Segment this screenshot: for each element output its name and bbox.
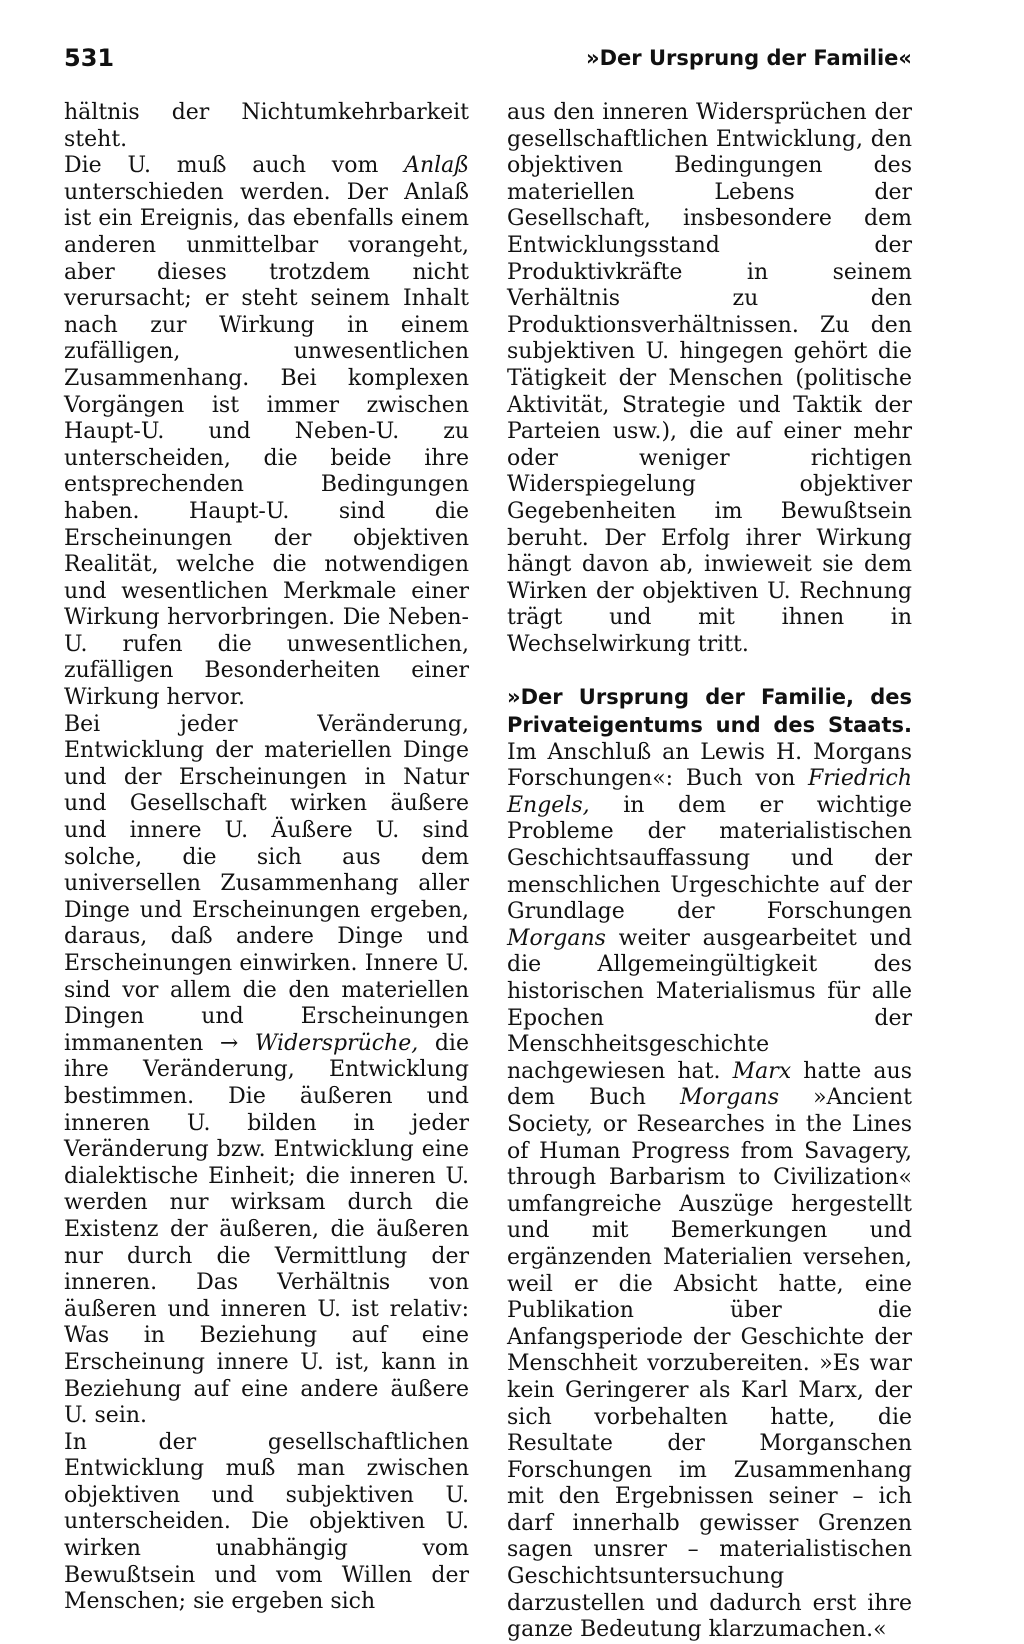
text-run: Die U. muß auch vom [64,153,405,179]
cross-reference-widersprueche[interactable]: Widersprüche, [254,1030,419,1056]
page-number: 531 [64,44,115,72]
entry-ursprung-der-familie [507,684,912,1643]
running-head: »Der Ursprung der Familie« [586,46,912,70]
italic-term-anlass: Anlaß [404,153,469,179]
text-run: Im Anschluß an Lewis H. Morgans Forschungen«: Buch von [507,739,912,792]
paragraph-anlass [64,153,469,711]
paragraph-continued: aus den inneren Widersprüchen der gesellschaftlichen Entwicklung, den objektiven Bedingungen des materiellen Lebens der Gesellschaft, insbesondere dem Entwicklungsstand der Produktivkräfte in seinem Verhältnis zu den Produktionsverhältnissen. Zu den subjektiven U. hingegen gehört die Tätigkeit der Menschen (politische Aktivität, Strategie und Taktik der Parteien usw.), die auf einer mehr oder weniger richtigen Widerspiegelung objektiver Gegebenheiten im Bewußtsein beruht. Der Erfolg ihrer Wirkung hängt davon ab, inwieweit sie dem Wirken der objektiven U. Rechnung trägt und mit ihnen in Wechselwirkung tritt. [507,100,912,657]
text-run: in dem er wichtige Probleme der materialistischen Geschichtsauffassung und der menschlichen Urgeschichte auf der Grundlage der Forschungen [507,792,912,925]
text-run: weiter ausgearbeitet und die Allgemeingültigkeit des historischen Materialismus für alle Epochen der Menschheitsgeschichte nachgewiesen hat. [507,925,912,1084]
italic-author-engels: Friedrich Engels, [507,766,912,818]
paragraph-social-development: In der gesellschaftlichen Entwicklung muß man zwischen objektiven und subjektiven U. unterscheiden. Die objektiven U. wirken unabhängig vom Bewußtsein und vom Willen der Menschen; sie ergeben sich [64,1429,469,1615]
text-run: »Ancient Society, or Researches in the Lines of Human Progress from Savagery, through Barbarism to Civilization« umfangreiche Auszüge hergestellt und mit Bemerkungen und ergänzenden Materialien versehen, weil er die Absicht hatte, eine Publikation über die Anfangsperiode der Geschichte der Menschheit vorzubereiten. »Es war kein Geringerer als Karl Marx, der sich vorbehalten hatte, die Resultate der Morganschen Forschungen im Zusammenhang mit den Ergebnissen seiner – ich darf innerhalb gewisser Grenzen sagen unsrer – materialistischen Geschichtsuntersuchung darzustellen und dadurch erst ihre ganze Bedeutung klarzumachen.« [507,1085,913,1643]
text-run: Bei jeder Veränderung, Entwicklung der materiellen Dinge und der Erscheinungen in Natur und Gesellschaft wirken äußere und innere U. Äußere U. sind solche, die sich aus dem universellen Zusammenhang aller Dinge und Erscheinungen ergeben, daraus, daß andere Dinge und Erscheinungen einwirken. Innere U. sind vor allem die den materiellen Dingen und Erscheinungen immanenten → [64,711,469,1056]
page-header [64,44,912,84]
italic-morgans: Morgans [680,1085,779,1111]
entry-headword: »Der Ursprung der Familie, des Privateigentums und des Staats. [507,685,912,738]
left-column [64,100,469,1616]
paragraph-continuation: hältnis der Nichtumkehrbarkeit steht. [64,100,469,152]
text-run: die ihre Veränderung, Entwicklung bestimmen. Die äußeren und inneren U. bilden in jeder Veränderung bzw. Entwicklung eine dialektische Einheit; die inneren U. werden nur wirksam durch die Existenz der äußeren, die äußeren nur durch die Vermittlung der inneren. Das Verhältnis von äußeren und inneren U. ist relativ: Was in Beziehung auf eine Erscheinung innere U. ist, kann in Beziehung auf eine andere äußere U. sein. [64,1030,469,1429]
right-column [507,100,912,1644]
text-run: unterschieden werden. Der Anlaß ist ein Ereignis, das ebenfalls einem anderen unmittelbar vorangeht, aber dieses trotzdem nicht verursacht; er steht seinem Inhalt nach zur Wirkung in einem zufälligen, unwesentlichen Zusammenhang. Bei komplexen Vorgängen ist immer zwischen Haupt-U. und Neben-U. zu unterscheiden, die beide ihre entsprechenden Bedingungen haben. Haupt-U. sind die Erscheinungen der objektiven Realität, welche die notwendigen und wesentlichen Merkmale einer Wirkung hervorbringen. Die Neben-U. rufen die unwesentlichen, zufälligen Besonderheiten einer Wirkung hervor. [64,179,469,711]
italic-morgans: Morgans [507,925,606,951]
text-run: hatte aus dem Buch [507,1058,912,1111]
italic-marx: Marx [732,1058,792,1084]
paragraph-external-internal [64,712,469,1430]
